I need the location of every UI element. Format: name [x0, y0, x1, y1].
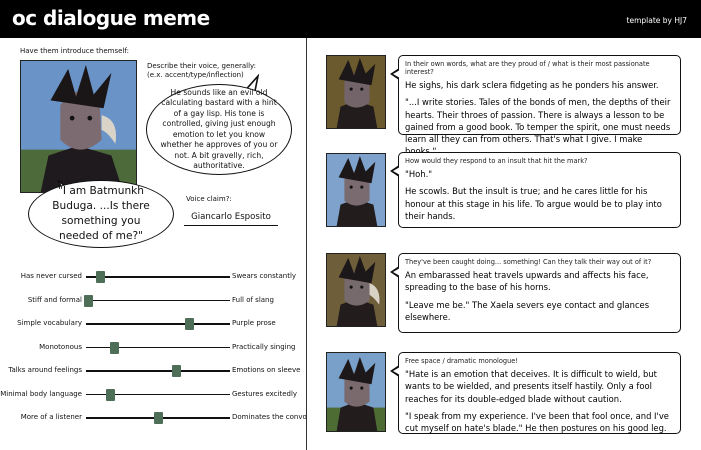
slider-track[interactable] — [86, 300, 230, 302]
answer-1-para-1: He sighs, his dark sclera fidgeting as he ponders his answer. — [405, 80, 659, 90]
answer-box-2 — [398, 152, 681, 228]
character-portrait-4 — [326, 352, 386, 432]
slider-right-label: Gestures excitedly — [232, 389, 298, 398]
slider-handle[interactable] — [185, 318, 194, 330]
slider-row — [0, 364, 306, 378]
slider-left-label: Monotonous — [39, 342, 82, 351]
slider-handle[interactable] — [96, 271, 105, 283]
answer-box-3 — [398, 253, 681, 333]
slider-row — [0, 411, 306, 425]
voice-description-bubble — [146, 84, 292, 175]
question-prompt-2: How would they respond to an insult that hit the mark? — [405, 157, 588, 165]
slider-handle[interactable] — [172, 365, 181, 377]
slider-right-label: Dominates the convo — [232, 413, 307, 421]
question-prompt-3: They've been caught doing... something! Can they talk their way out of it? — [405, 258, 652, 266]
slider-left-label: Has never cursed — [20, 272, 82, 280]
slider-right-label: Purple prose — [232, 319, 276, 327]
slider-row — [0, 388, 306, 402]
slider-handle[interactable] — [110, 342, 119, 354]
answer-box-1 — [398, 55, 681, 145]
slider-right-label: Practically singing — [232, 342, 296, 351]
slider-left-label: Stiff and formal — [27, 295, 82, 304]
answer-box-4 — [398, 352, 681, 434]
slider-track[interactable] — [86, 347, 230, 349]
answer-2-para-1: "Hoh." — [405, 169, 433, 179]
column-divider — [306, 38, 307, 450]
slider-right-label: Full of slang — [232, 295, 274, 304]
header-bar — [0, 0, 701, 38]
question-prompt-1: In their own words, what are they proud of / what is their most passionate interest? — [405, 60, 650, 76]
slider-row — [0, 341, 306, 355]
slider-right-label: Swears constantly — [232, 272, 297, 280]
answer-4-para-1: "Hate is an emotion that deceives. It is difficult to wield, but wants to be wielded, and presents itself hastily. Only a fool reaches for its double-edged blade without caution. — [405, 369, 657, 404]
slider-row — [0, 317, 306, 331]
character-portrait-1 — [326, 55, 386, 129]
character-portrait-3 — [326, 253, 386, 327]
voice-claim-label: Voice claim?: — [186, 195, 232, 203]
slider-row — [0, 294, 306, 308]
question-prompt-4: Free space / dramatic monologue! — [405, 357, 518, 365]
slider-left-label: Talks around feelings — [8, 366, 82, 374]
character-portrait-2 — [326, 153, 386, 227]
intro-quote-bubble — [28, 180, 174, 248]
answer-3-para-1: An embarassed heat travels upwards and affects his face, spreading to the base of his horns. — [405, 270, 649, 293]
character-portrait-main — [20, 60, 137, 193]
intro-prompt: Have them introduce themself: — [20, 47, 129, 55]
voice-prompt-line1: Describe their voice, generally: — [147, 62, 257, 70]
intro-quote: "I am Batmunkh Buduga. ...Is there something you needed of me?" — [52, 185, 150, 242]
template-credit: template by HJ7 — [626, 16, 687, 25]
answer-2-para-2: He scowls. But the insult is true; and he cares little for his honour at this stage in his life. To argue would be to play into their hands. — [405, 186, 662, 221]
slider-row — [0, 270, 306, 284]
answer-1-para-2: "...I write stories. Tales of the bonds of men, the depths of their hearts. Their throes of passion. There is always a lesson to be gained from a good book. To temper the spirit, one must needs learn all they can from others. That's what I give. I make — [405, 97, 671, 145]
slider-left-label: Simple vocabulary — [17, 319, 82, 327]
slider-track[interactable] — [86, 323, 230, 325]
answer-4-para-2: "I speak from my experience. I've been that fool once, and I've cut myself on hate's blade." He then postures on his good leg. — [405, 410, 669, 434]
voice-claim-value: Giancarlo Esposito — [184, 212, 278, 226]
slider-track[interactable] — [86, 276, 230, 278]
answer-3-para-2: "Leave me be." The Xaela severs eye contact and glances elsewhere. — [405, 299, 650, 322]
slider-handle[interactable] — [84, 295, 93, 307]
voice-description: He sounds like an evil old calculating bastard with a hint of a gay lisp. His tone is controlled, giving just enough emotion to let you know whether he approves of you or not. A bit gravelly, rich, authoritative. — [160, 87, 278, 170]
slider-left-label: More of a listener — [20, 413, 82, 421]
slider-track[interactable] — [86, 370, 230, 372]
slider-right-label: Emotions on sleeve — [232, 366, 301, 374]
slider-left-label: Minimal body language — [0, 389, 82, 398]
voice-prompt-line2: (e.x. accent/type/inflection) — [147, 71, 244, 79]
page-title: oc dialogue meme — [12, 6, 210, 30]
slider-handle[interactable] — [154, 412, 163, 424]
slider-handle[interactable] — [106, 389, 115, 401]
